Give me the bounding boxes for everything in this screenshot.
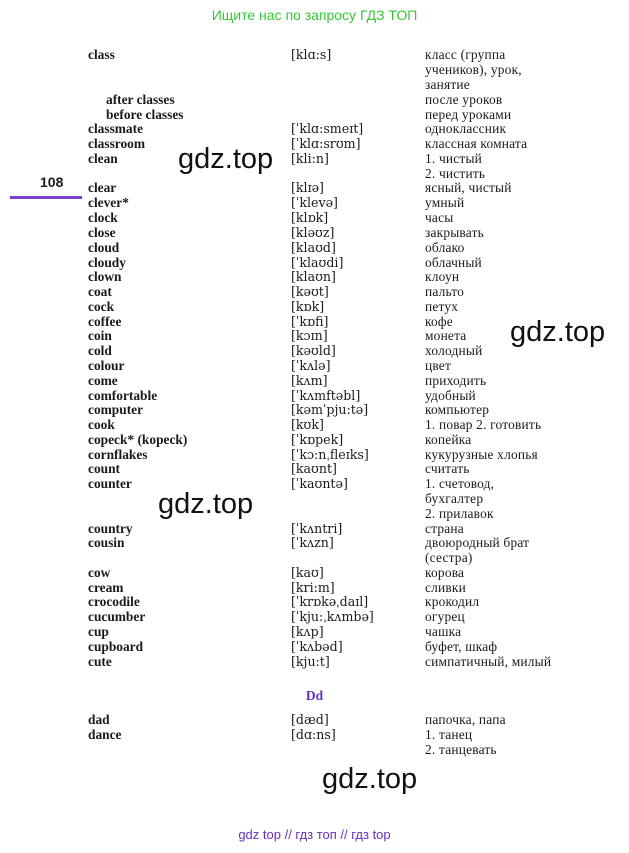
entry-word: cloudy [88, 255, 126, 270]
entry-word: cousin [88, 535, 125, 550]
entry-transcription: [kaʊnt] [291, 461, 337, 476]
entry-transcription: [ˈkɒfi] [291, 314, 329, 329]
entry-word: comfortable [88, 388, 158, 403]
entry-meaning: одноклассник [425, 121, 507, 136]
entry-meaning: закрывать [425, 225, 484, 240]
entry-transcription: [dæd] [291, 712, 329, 727]
entry-transcription: [kəʊld] [291, 343, 336, 358]
entry-word: before classes [106, 107, 184, 122]
entry-meaning: папочка, папа [425, 712, 506, 727]
entry-meaning: крокодил [425, 594, 480, 609]
entry-meaning: облачный [425, 255, 482, 270]
entry-word: classmate [88, 121, 144, 136]
entry-transcription: [ˈkʌntri] [291, 521, 343, 536]
entry-meaning: страна [425, 521, 464, 536]
entry-meaning: пальто [425, 284, 465, 299]
entry-meaning: классная комната [425, 136, 528, 151]
entry-meaning: клоун [425, 269, 460, 284]
entry-word: crocodile [88, 594, 140, 609]
entry-meaning: копейка [425, 432, 472, 447]
entry-word: computer [88, 402, 144, 417]
entry-meaning: после уроков [425, 92, 503, 107]
entry-word: country [88, 521, 133, 536]
entry-transcription: [kʌm] [291, 373, 328, 388]
entry-meaning: компьютер [425, 402, 490, 417]
entry-meaning: корова [425, 565, 465, 580]
entry-meaning: петух [425, 299, 459, 314]
watermark: gdz.top [510, 316, 606, 348]
entry-meaning: монета [425, 328, 467, 343]
entry-meaning: 1. повар 2. готовить [425, 417, 542, 432]
entry-word: coat [88, 284, 112, 299]
entry-transcription: [ˈklɑ:srʊm] [291, 136, 361, 151]
entry-word: close [88, 225, 116, 240]
entry-meaning: класс (группа учеников), урок, занятие [425, 47, 522, 92]
entry-word: cupboard [88, 639, 144, 654]
entry-meaning: цвет [425, 358, 452, 373]
entry-meaning: приходить [425, 373, 487, 388]
entry-transcription: [ˈkrɒkəˌdaɪl] [291, 594, 369, 609]
entry-word: classroom [88, 136, 146, 151]
entry-word: cloud [88, 240, 120, 255]
entry-transcription: [kɒk] [291, 299, 325, 314]
entry-transcription: [ˈkʌlə] [291, 358, 331, 373]
entry-transcription: [dɑ:ns] [291, 727, 336, 742]
entry-meaning: 1. счетовод, бухгалтер 2. прилавок [425, 476, 495, 521]
entry-word: counter [88, 476, 132, 491]
entry-word: cornflakes [88, 447, 148, 462]
entry-meaning: перед уроками [425, 107, 512, 122]
entry-meaning: кофе [425, 314, 453, 329]
entry-word: clear [88, 180, 117, 195]
entry-meaning: 1. танец 2. танцевать [425, 727, 497, 757]
section-letter-heading: Dd [305, 688, 324, 703]
entry-transcription: [klɑ:s] [291, 47, 332, 62]
entry-word: dad [88, 712, 110, 727]
entry-transcription: [ˈkɒpek] [291, 432, 344, 447]
entry-transcription: [kju:t] [291, 654, 330, 669]
entry-transcription: [kləʊz] [291, 225, 335, 240]
entry-word: clever* [88, 195, 129, 210]
entry-word: cow [88, 565, 111, 580]
entry-meaning: буфет, шкаф [425, 639, 498, 654]
entry-word: cute [88, 654, 112, 669]
entry-meaning: умный [425, 195, 465, 210]
entry-word: cup [88, 624, 109, 639]
entry-meaning: считать [425, 461, 470, 476]
entry-word: cold [88, 343, 112, 358]
entry-transcription: [kəʊt] [291, 284, 329, 299]
entry-transcription: [ˈkɔ:nˌfleɪks] [291, 447, 369, 462]
entry-meaning: сливки [425, 580, 466, 595]
entry-transcription: [kaʊ] [291, 565, 324, 580]
entry-transcription: [ˈkʌzn] [291, 535, 334, 550]
entry-word: count [88, 461, 120, 476]
entry-transcription: [ˈklɑ:smeɪt] [291, 121, 364, 136]
entry-meaning: симпатичный, милый [425, 654, 552, 669]
top-banner: Ищите нас по запросу ГДЗ ТОП [211, 7, 418, 23]
watermark: gdz.top [158, 488, 254, 520]
entry-transcription: [klɪə] [291, 180, 324, 195]
entry-transcription: [ˈkju:ˌkʌmbə] [291, 609, 374, 624]
entry-word: after classes [106, 92, 175, 107]
entry-meaning: огурец [425, 609, 465, 624]
entry-meaning: ясный, чистый [425, 180, 512, 195]
entry-word: clown [88, 269, 122, 284]
entry-meaning: чашка [425, 624, 462, 639]
entry-transcription: [ˈklevə] [291, 195, 338, 210]
entry-word: copeck* (kopeck) [88, 432, 188, 447]
entry-meaning: двоюродный брат (сестра) [425, 535, 530, 565]
entry-word: cock [88, 299, 115, 314]
entry-word: cook [88, 417, 115, 432]
watermark: gdz.top [178, 143, 274, 175]
footer-links: gdz top // гдз топ // гдз top [238, 827, 391, 842]
entry-meaning: удобный [425, 388, 476, 403]
entry-transcription: [kli:n] [291, 151, 329, 166]
entry-transcription: [kəmˈpju:tə] [291, 402, 369, 417]
entry-transcription: [kʊk] [291, 417, 324, 432]
entry-word: cucumber [88, 609, 146, 624]
entry-word: coin [88, 328, 112, 343]
entry-word: class [88, 47, 115, 62]
entry-meaning: часы [425, 210, 454, 225]
page-number: 108 [40, 174, 64, 190]
entry-transcription: [klaʊd] [291, 240, 336, 255]
entry-transcription: [ˈkʌmftəbl] [291, 388, 361, 403]
entry-word: colour [88, 358, 125, 373]
entry-transcription: [ˈkaʊntə] [291, 476, 348, 491]
entry-transcription: [klaʊn] [291, 269, 336, 284]
entry-word: clock [88, 210, 118, 225]
entry-word: dance [88, 727, 122, 742]
entry-transcription: [kʌp] [291, 624, 324, 639]
entry-transcription: [klɒk] [291, 210, 329, 225]
entry-meaning: кукурузные хлопья [425, 447, 538, 462]
entry-word: come [88, 373, 118, 388]
entry-transcription: [kɔɪn] [291, 328, 328, 343]
entry-word: cream [88, 580, 124, 595]
entry-transcription: [ˈkʌbəd] [291, 639, 343, 654]
entry-transcription: [ˈklaʊdi] [291, 255, 344, 270]
entry-word: clean [88, 151, 118, 166]
entry-meaning: холодный [425, 343, 483, 358]
entry-word: coffee [88, 314, 122, 329]
watermark: gdz.top [322, 763, 418, 795]
entry-meaning: 1. чистый 2. чистить [425, 151, 486, 181]
entry-transcription: [kri:m] [291, 580, 335, 595]
entry-meaning: облако [425, 240, 465, 255]
